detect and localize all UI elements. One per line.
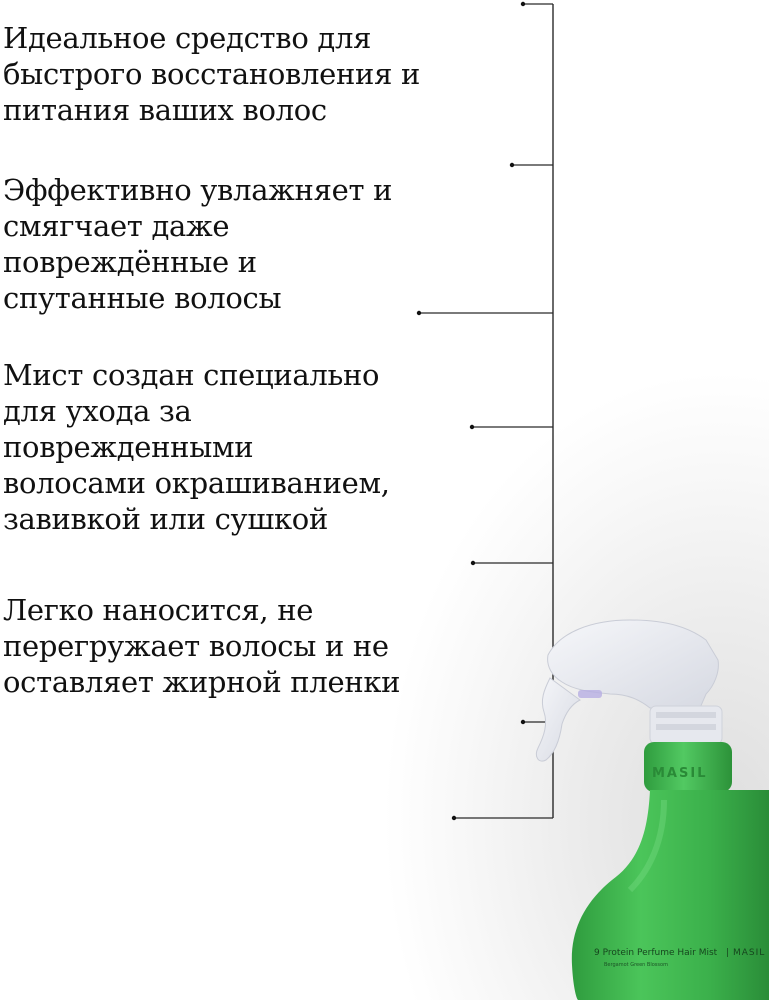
- label-brand: MASIL: [733, 948, 766, 958]
- bottle-body: [572, 790, 769, 1000]
- feature-text-2: Эффективно увлажняет и смягчает даже повреждённые и спутанные волосы: [3, 173, 393, 315]
- feature-text-3: Мист создан специально для ухода за поврежденными волосами окрашиванием, завивкой или сушкой: [3, 358, 390, 536]
- neck-brand-text: MASIL: [652, 766, 708, 781]
- spray-trigger: [536, 620, 722, 761]
- feature-text-4: Легко наносится, не перегружает волосы и не оставляет жирной пленки: [3, 593, 401, 699]
- label-subtext: Bergamot Green Blossom: [604, 962, 668, 968]
- label-product-name: 9 Protein Perfume Hair Mist: [594, 948, 718, 958]
- label-divider: |: [726, 948, 730, 958]
- feature-text-1: Идеальное средство для быстрого восстановления и питания ваших волос: [3, 21, 421, 127]
